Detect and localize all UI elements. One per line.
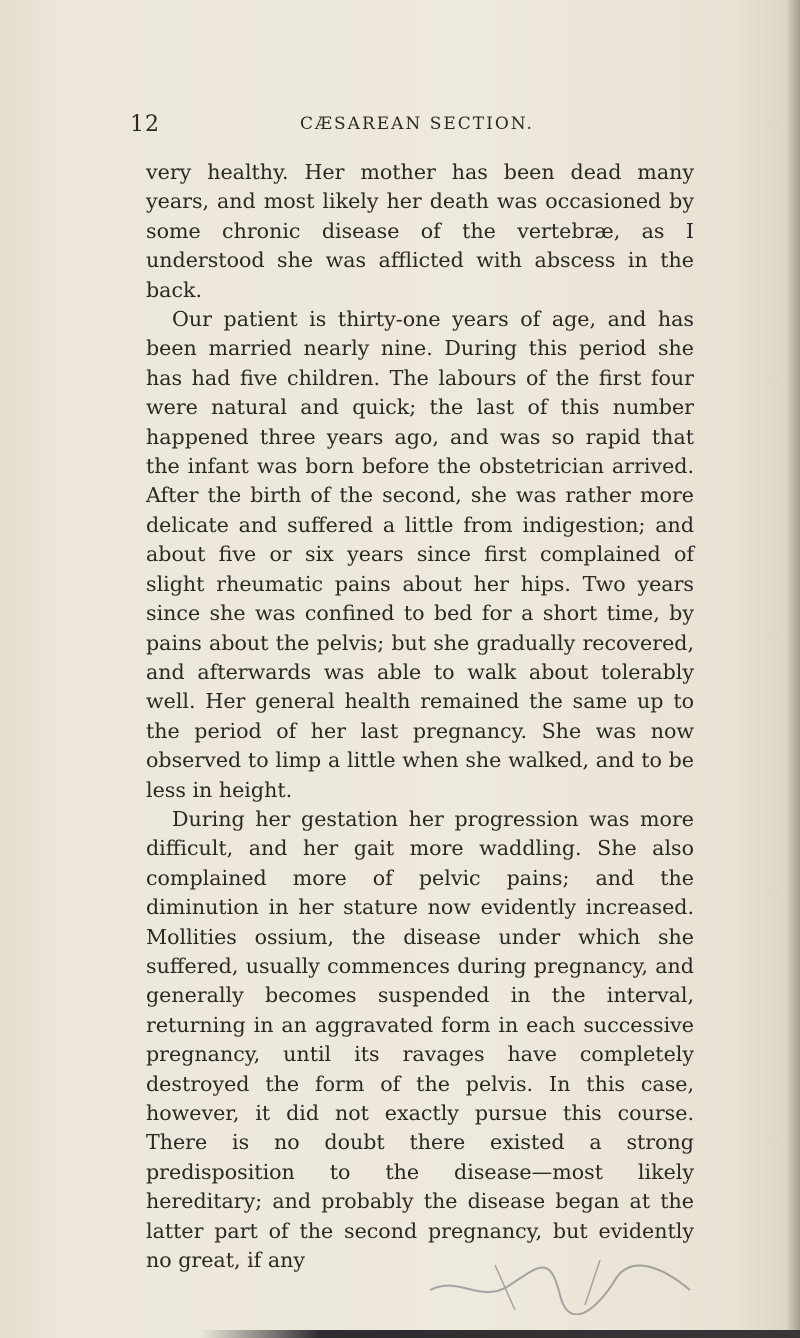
page-bottom-edge xyxy=(200,1330,800,1338)
paragraph-patient-history: Our patient is thirty-one years of age, and has been married nearly nine. During this period she has had five children. The labours of the first four were natural and quick; the last of this number happened three years ago, and was so rapid that the infant was born before the obstetrician arrived. After the birth of the second, she was rather more delicate and suffered a little from indigestion; and about five or six years since first complained of slight rheumatic pains about her hips. Two years since she was confined to bed for a short time, by pains about the pelvis; but she gradually recovered, and afterwards was able to walk about tolerably well. Her general health remained the same up to the period of her last pregnancy. She was now observed to limp a little when she walked, and to be less in height. xyxy=(146,307,694,802)
paragraph-gestation: During her gestation her progression was more difficult, and her gait more waddling. She also complained more of pelvic pains; and the diminution in her stature now evidently increased. Mollities ossium, the disease under which she suffered, usually commences during pregnancy, and generally becomes suspended in the interval, returning in an aggravated form in each successive pregnancy, until its ravages have completely destroyed the form of the pelvis. In this case, however, it did not exactly pursue this course. There is no doubt there existed a strong predisposition to the disease—most likely hereditary; and probably the disease began at the latter part of the second pregnancy, but evidently no great, if any xyxy=(146,806,694,1273)
page-header xyxy=(130,112,690,142)
page-gutter-shadow xyxy=(786,0,800,1338)
page-number: 12 xyxy=(130,112,160,137)
paragraph-continuation: very healthy. Her mother has been dead many years, and most likely her death was occasioned by some chronic disease of the vertebræ, as I understood she was afflicted with abscess in the back. xyxy=(146,160,694,302)
handwritten-annotation-mark xyxy=(400,1245,700,1315)
body-text xyxy=(146,158,694,1275)
running-title: CÆSAREAN SECTION. xyxy=(300,114,534,134)
